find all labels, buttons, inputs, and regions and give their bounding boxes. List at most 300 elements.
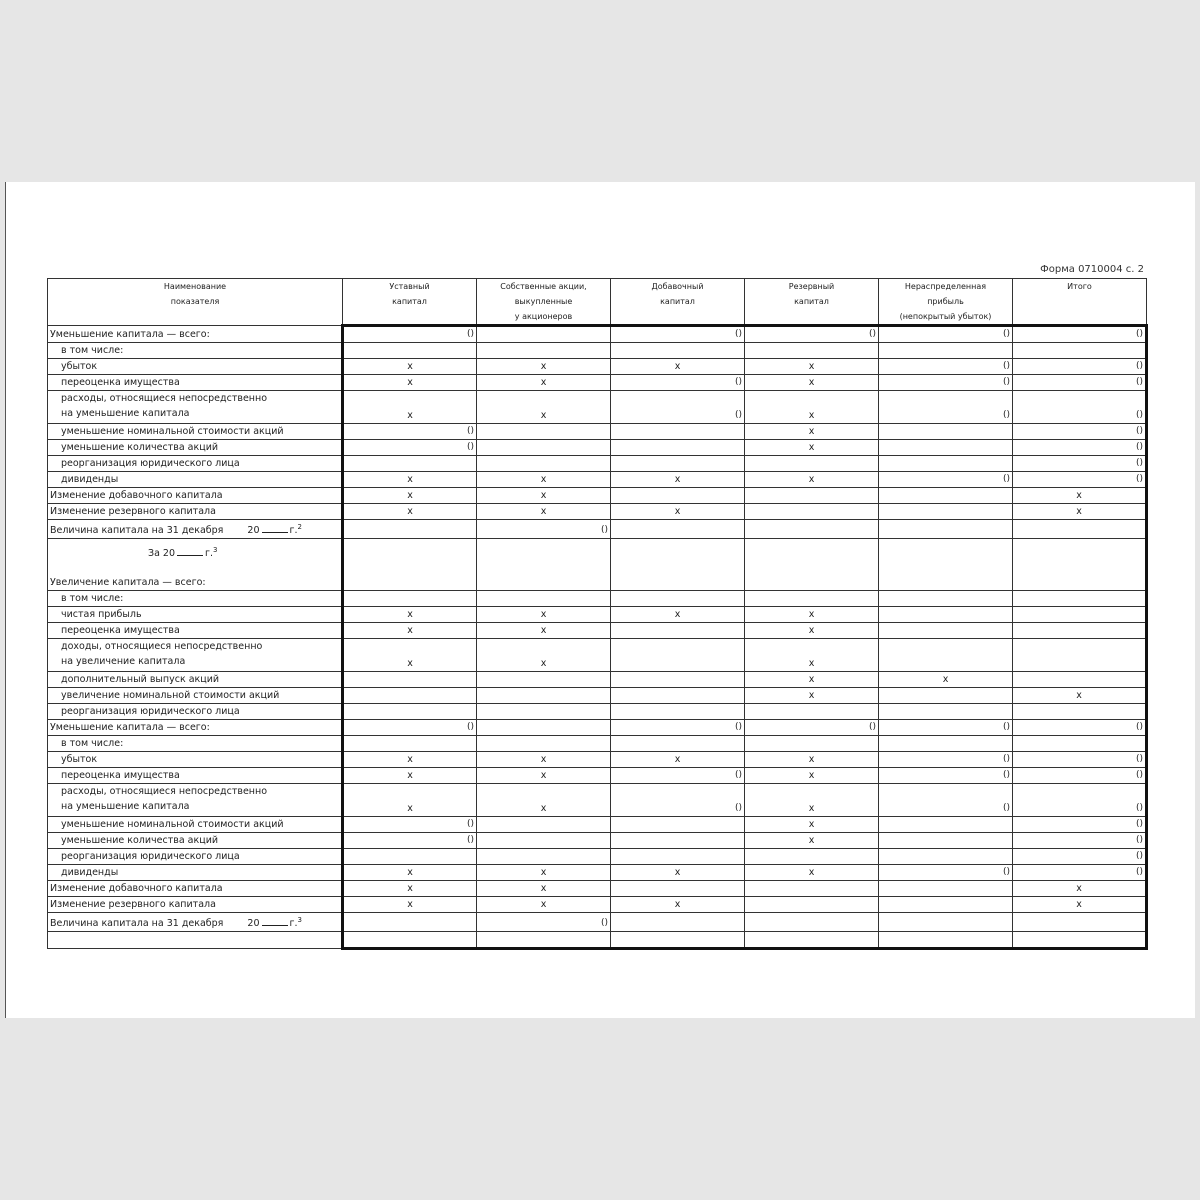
value-cell <box>745 688 879 704</box>
cross-mark: х <box>540 867 547 879</box>
value-cell <box>611 849 745 865</box>
value-cell <box>745 849 879 865</box>
cross-mark: х <box>808 609 815 621</box>
value-cell <box>745 817 879 833</box>
value-cell <box>1013 881 1147 897</box>
header-name: Наименование показателя <box>48 279 343 326</box>
value-cell <box>611 720 745 736</box>
parenthesis-value: () <box>466 426 474 436</box>
value-cell <box>477 849 611 865</box>
cross-mark: х <box>407 625 413 637</box>
row-label: Уменьшение капитала — всего: <box>48 326 343 343</box>
table-row <box>48 326 1147 343</box>
value-cell <box>1013 472 1147 488</box>
cross-mark: х <box>1076 490 1082 501</box>
capital-changes-table <box>47 278 1148 950</box>
cross-mark: х <box>540 490 547 501</box>
parenthesis-value: () <box>1135 770 1143 781</box>
value-cell <box>1013 897 1147 913</box>
value-cell <box>343 343 477 359</box>
value-cell <box>1013 704 1147 720</box>
value-cell <box>343 424 477 440</box>
cross-mark: х <box>674 754 681 766</box>
cross-mark: х <box>407 377 413 388</box>
cross-mark: х <box>808 474 815 485</box>
cross-mark: х <box>407 899 413 911</box>
value-cell <box>879 932 1013 949</box>
value-cell <box>477 391 611 424</box>
row-label: переоценка имущества <box>48 375 343 391</box>
value-cell <box>745 623 879 639</box>
cross-mark: х <box>407 506 413 517</box>
value-cell <box>1013 833 1147 849</box>
cross-mark: х <box>540 770 547 782</box>
value-cell <box>745 913 879 932</box>
table-row <box>48 359 1147 375</box>
value-cell <box>1013 456 1147 472</box>
value-cell <box>745 375 879 391</box>
value-cell <box>611 391 745 424</box>
value-cell <box>477 591 611 607</box>
parenthesis-value: () <box>1135 835 1143 846</box>
table-row <box>48 768 1147 784</box>
parenthesis-value: () <box>1135 867 1143 878</box>
value-cell <box>879 424 1013 440</box>
value-cell <box>477 865 611 881</box>
cross-mark: х <box>540 803 547 815</box>
value-cell <box>745 488 879 504</box>
value-cell <box>745 704 879 720</box>
header-own-shares: Собственные акции, выкупленные у акционеров <box>477 279 611 326</box>
table-row <box>48 591 1147 607</box>
value-cell <box>1013 688 1147 704</box>
value-cell <box>343 817 477 833</box>
row-label: Уменьшение капитала — всего: <box>48 720 343 736</box>
value-cell <box>745 539 879 591</box>
value-cell <box>879 359 1013 375</box>
cross-mark: х <box>540 883 547 895</box>
value-cell <box>611 520 745 539</box>
value-cell <box>611 817 745 833</box>
value-cell <box>611 343 745 359</box>
cross-mark: х <box>808 867 815 879</box>
value-cell <box>745 639 879 672</box>
table-row <box>48 897 1147 913</box>
cross-mark: х <box>407 754 413 766</box>
parenthesis-value: () <box>1135 442 1143 452</box>
table-row <box>48 720 1147 736</box>
cross-mark: х <box>808 426 815 437</box>
value-cell <box>477 720 611 736</box>
value-cell <box>745 720 879 736</box>
value-cell <box>611 504 745 520</box>
row-label: реорганизация юридического лица <box>48 704 343 720</box>
row-label: переоценка имущества <box>48 623 343 639</box>
row-label: уменьшение номинальной стоимости акций <box>48 817 343 833</box>
table-row <box>48 375 1147 391</box>
value-cell <box>477 672 611 688</box>
cross-mark: х <box>674 867 681 879</box>
value-cell <box>745 607 879 623</box>
value-cell <box>745 736 879 752</box>
parenthesis-value: () <box>1135 426 1143 436</box>
row-label: дивиденды <box>48 472 343 488</box>
empty-row <box>48 932 1147 949</box>
value-cell <box>879 849 1013 865</box>
value-cell <box>1013 391 1147 424</box>
value-cell <box>477 607 611 623</box>
value-cell <box>477 736 611 752</box>
cross-mark: х <box>540 410 547 421</box>
period-heading: За 20 г.$^3$ Увеличение капитала — всего: <box>48 539 343 591</box>
value-cell <box>611 932 745 949</box>
cross-mark: х <box>407 770 413 782</box>
table-row <box>48 440 1147 456</box>
value-cell <box>477 768 611 784</box>
table-row <box>48 456 1147 472</box>
value-cell <box>477 488 611 504</box>
balance-label: Величина капитала на 31 декабря 20 г.$^3$ <box>48 913 343 932</box>
value-cell <box>1013 768 1147 784</box>
value-cell <box>611 865 745 881</box>
value-cell <box>879 817 1013 833</box>
form-code: Форма 0710004 с. 2 <box>1040 264 1144 275</box>
value-cell <box>343 672 477 688</box>
value-cell <box>343 639 477 672</box>
cross-mark: х <box>1076 506 1082 517</box>
table-row <box>48 784 1147 817</box>
cross-mark: х <box>942 674 949 686</box>
value-cell <box>1013 607 1147 623</box>
row-label: чистая прибыль <box>48 607 343 623</box>
value-cell <box>879 688 1013 704</box>
balance-row <box>48 520 1147 539</box>
cross-mark: х <box>407 410 413 421</box>
parenthesis-value: () <box>466 835 474 846</box>
parenthesis-value: () <box>1135 377 1143 387</box>
value-cell <box>343 440 477 456</box>
cross-mark: х <box>808 803 815 815</box>
header-reserve-capital: Резервный капитал <box>745 279 879 326</box>
cross-mark: х <box>808 690 815 702</box>
value-cell <box>611 440 745 456</box>
parenthesis-value: () <box>734 803 742 814</box>
value-cell <box>1013 817 1147 833</box>
value-cell <box>343 932 477 949</box>
cross-mark: х <box>540 506 547 517</box>
table-row <box>48 865 1147 881</box>
row-label: уменьшение количества акций <box>48 833 343 849</box>
table-row <box>48 504 1147 520</box>
parenthesis-value: () <box>1135 819 1143 830</box>
row-label <box>48 932 343 949</box>
value-cell <box>611 752 745 768</box>
table-row <box>48 688 1147 704</box>
cross-mark: х <box>808 442 815 453</box>
value-cell <box>1013 736 1147 752</box>
parenthesis-value: () <box>734 329 742 339</box>
row-label: расходы, относящиеся непосредственно на уменьшение капитала <box>48 784 343 817</box>
value-cell <box>477 359 611 375</box>
value-cell <box>477 456 611 472</box>
value-cell <box>611 424 745 440</box>
cross-mark: х <box>407 883 413 895</box>
value-cell <box>343 881 477 897</box>
row-label: переоценка имущества <box>48 768 343 784</box>
table-row <box>48 343 1147 359</box>
value-cell <box>879 897 1013 913</box>
parenthesis-value: () <box>1002 410 1010 420</box>
value-cell <box>879 720 1013 736</box>
value-cell <box>611 784 745 817</box>
value-cell <box>343 865 477 881</box>
value-cell <box>1013 504 1147 520</box>
parenthesis-value: () <box>1135 754 1143 765</box>
row-label: реорганизация юридического лица <box>48 456 343 472</box>
value-cell <box>1013 440 1147 456</box>
value-cell <box>745 504 879 520</box>
parenthesis-value: () <box>1135 410 1143 420</box>
cross-mark: х <box>674 474 681 485</box>
value-cell <box>477 897 611 913</box>
value-cell <box>879 768 1013 784</box>
value-cell <box>745 784 879 817</box>
value-cell <box>477 440 611 456</box>
value-cell <box>1013 520 1147 539</box>
value-cell <box>745 326 879 343</box>
cross-mark: х <box>808 674 815 686</box>
value-cell <box>477 704 611 720</box>
value-cell <box>879 752 1013 768</box>
value-cell <box>611 881 745 897</box>
value-cell <box>879 784 1013 817</box>
value-cell <box>343 607 477 623</box>
parenthesis-value: () <box>1002 474 1010 484</box>
cross-mark: х <box>808 754 815 766</box>
cross-mark: х <box>540 474 547 485</box>
value-cell <box>477 784 611 817</box>
value-cell <box>879 833 1013 849</box>
header-charter-capital: Уставный капитал <box>343 279 477 326</box>
row-label: дивиденды <box>48 865 343 881</box>
value-cell <box>477 913 611 932</box>
value-cell <box>745 932 879 949</box>
value-cell <box>611 488 745 504</box>
value-cell <box>879 440 1013 456</box>
value-cell <box>745 456 879 472</box>
value-cell <box>477 688 611 704</box>
row-label: убыток <box>48 752 343 768</box>
parenthesis-value: () <box>466 819 474 830</box>
value-cell <box>1013 343 1147 359</box>
value-cell <box>1013 849 1147 865</box>
cross-mark: х <box>1076 899 1082 911</box>
value-cell <box>477 472 611 488</box>
table-row <box>48 607 1147 623</box>
cross-mark: х <box>540 625 547 637</box>
header-row <box>48 279 1147 326</box>
value-cell <box>745 833 879 849</box>
value-cell <box>611 897 745 913</box>
value-cell <box>745 424 879 440</box>
value-cell <box>477 539 611 591</box>
value-cell <box>1013 488 1147 504</box>
header-retained-earnings: Нераспределенная прибыль (непокрытый убыток) <box>879 279 1013 326</box>
value-cell <box>343 688 477 704</box>
table-row <box>48 752 1147 768</box>
value-cell <box>611 375 745 391</box>
cross-mark: х <box>407 609 413 621</box>
value-cell <box>745 391 879 424</box>
cross-mark: х <box>540 361 547 372</box>
value-cell <box>745 672 879 688</box>
value-cell <box>745 440 879 456</box>
parenthesis-value: () <box>1135 803 1143 814</box>
cross-mark: х <box>808 819 815 831</box>
cross-mark: х <box>1076 690 1082 702</box>
parenthesis-value: () <box>1135 851 1143 862</box>
form-page <box>5 182 1195 1018</box>
value-cell <box>1013 424 1147 440</box>
value-cell <box>343 768 477 784</box>
table-row <box>48 623 1147 639</box>
value-cell <box>611 539 745 591</box>
value-cell <box>1013 865 1147 881</box>
value-cell <box>611 688 745 704</box>
value-cell <box>1013 932 1147 949</box>
value-cell <box>343 472 477 488</box>
value-cell <box>879 456 1013 472</box>
cross-mark: х <box>674 506 681 517</box>
table-row <box>48 736 1147 752</box>
parenthesis-value: () <box>1135 458 1143 468</box>
value-cell <box>879 391 1013 424</box>
parenthesis-value: () <box>1002 867 1010 878</box>
value-cell <box>477 881 611 897</box>
row-label: в том числе: <box>48 591 343 607</box>
cross-mark: х <box>540 899 547 911</box>
parenthesis-value: () <box>1002 803 1010 814</box>
value-cell <box>343 504 477 520</box>
cross-mark: х <box>674 609 681 621</box>
value-cell <box>477 752 611 768</box>
table-row <box>48 639 1147 672</box>
value-cell <box>611 623 745 639</box>
parenthesis-value: () <box>1135 361 1143 371</box>
cross-mark: х <box>808 410 815 421</box>
row-label: Изменение резервного капитала <box>48 897 343 913</box>
value-cell <box>611 768 745 784</box>
header-additional-capital: Добавочный капитал <box>611 279 745 326</box>
parenthesis-value: () <box>1002 722 1010 733</box>
balance-row <box>48 913 1147 932</box>
parenthesis-value: () <box>734 410 742 420</box>
table-row <box>48 391 1147 424</box>
value-cell <box>611 456 745 472</box>
value-cell <box>477 343 611 359</box>
value-cell <box>343 849 477 865</box>
table-row <box>48 817 1147 833</box>
cross-mark: х <box>540 377 547 388</box>
value-cell <box>611 736 745 752</box>
table-row <box>48 849 1147 865</box>
parenthesis-value: () <box>1135 474 1143 484</box>
value-cell <box>879 913 1013 932</box>
parenthesis-value: () <box>1002 754 1010 765</box>
value-cell <box>879 520 1013 539</box>
value-cell <box>1013 591 1147 607</box>
value-cell <box>745 520 879 539</box>
cross-mark: х <box>540 609 547 621</box>
period-section-row <box>48 539 1147 591</box>
value-cell <box>879 672 1013 688</box>
parenthesis-value: () <box>868 329 876 339</box>
parenthesis-value: () <box>600 918 608 929</box>
value-cell <box>879 865 1013 881</box>
parenthesis-value: () <box>1002 329 1010 339</box>
value-cell <box>343 897 477 913</box>
value-cell <box>343 456 477 472</box>
value-cell <box>745 897 879 913</box>
row-label: расходы, относящиеся непосредственно на уменьшение капитала <box>48 391 343 424</box>
parenthesis-value: () <box>734 377 742 387</box>
cross-mark: х <box>808 770 815 782</box>
parenthesis-value: () <box>466 329 474 339</box>
value-cell <box>477 833 611 849</box>
cross-mark: х <box>1076 883 1082 895</box>
cross-mark: х <box>407 867 413 879</box>
parenthesis-value: () <box>868 722 876 733</box>
value-cell <box>1013 672 1147 688</box>
value-cell <box>477 817 611 833</box>
table-row <box>48 833 1147 849</box>
cross-mark: х <box>407 658 413 670</box>
value-cell <box>343 704 477 720</box>
value-cell <box>611 913 745 932</box>
value-cell <box>343 391 477 424</box>
cross-mark: х <box>808 658 815 670</box>
cross-mark: х <box>808 835 815 847</box>
value-cell <box>477 424 611 440</box>
balance-label: Величина капитала на 31 декабря 20 г.$^2$ <box>48 520 343 539</box>
value-cell <box>745 881 879 897</box>
value-cell <box>343 359 477 375</box>
parenthesis-value: () <box>1002 361 1010 371</box>
cross-mark: х <box>540 658 547 670</box>
value-cell <box>343 736 477 752</box>
row-label: уменьшение количества акций <box>48 440 343 456</box>
parenthesis-value: () <box>466 722 474 733</box>
value-cell <box>343 623 477 639</box>
value-cell <box>343 833 477 849</box>
value-cell <box>1013 720 1147 736</box>
value-cell <box>745 359 879 375</box>
value-cell <box>745 472 879 488</box>
parenthesis-value: () <box>600 525 608 536</box>
value-cell <box>1013 784 1147 817</box>
value-cell <box>879 326 1013 343</box>
table-row <box>48 472 1147 488</box>
value-cell <box>343 913 477 932</box>
value-cell <box>343 784 477 817</box>
cross-mark: х <box>674 899 681 911</box>
value-cell <box>477 375 611 391</box>
value-cell <box>879 504 1013 520</box>
value-cell <box>611 591 745 607</box>
value-cell <box>879 623 1013 639</box>
value-cell <box>879 881 1013 897</box>
value-cell <box>611 326 745 343</box>
